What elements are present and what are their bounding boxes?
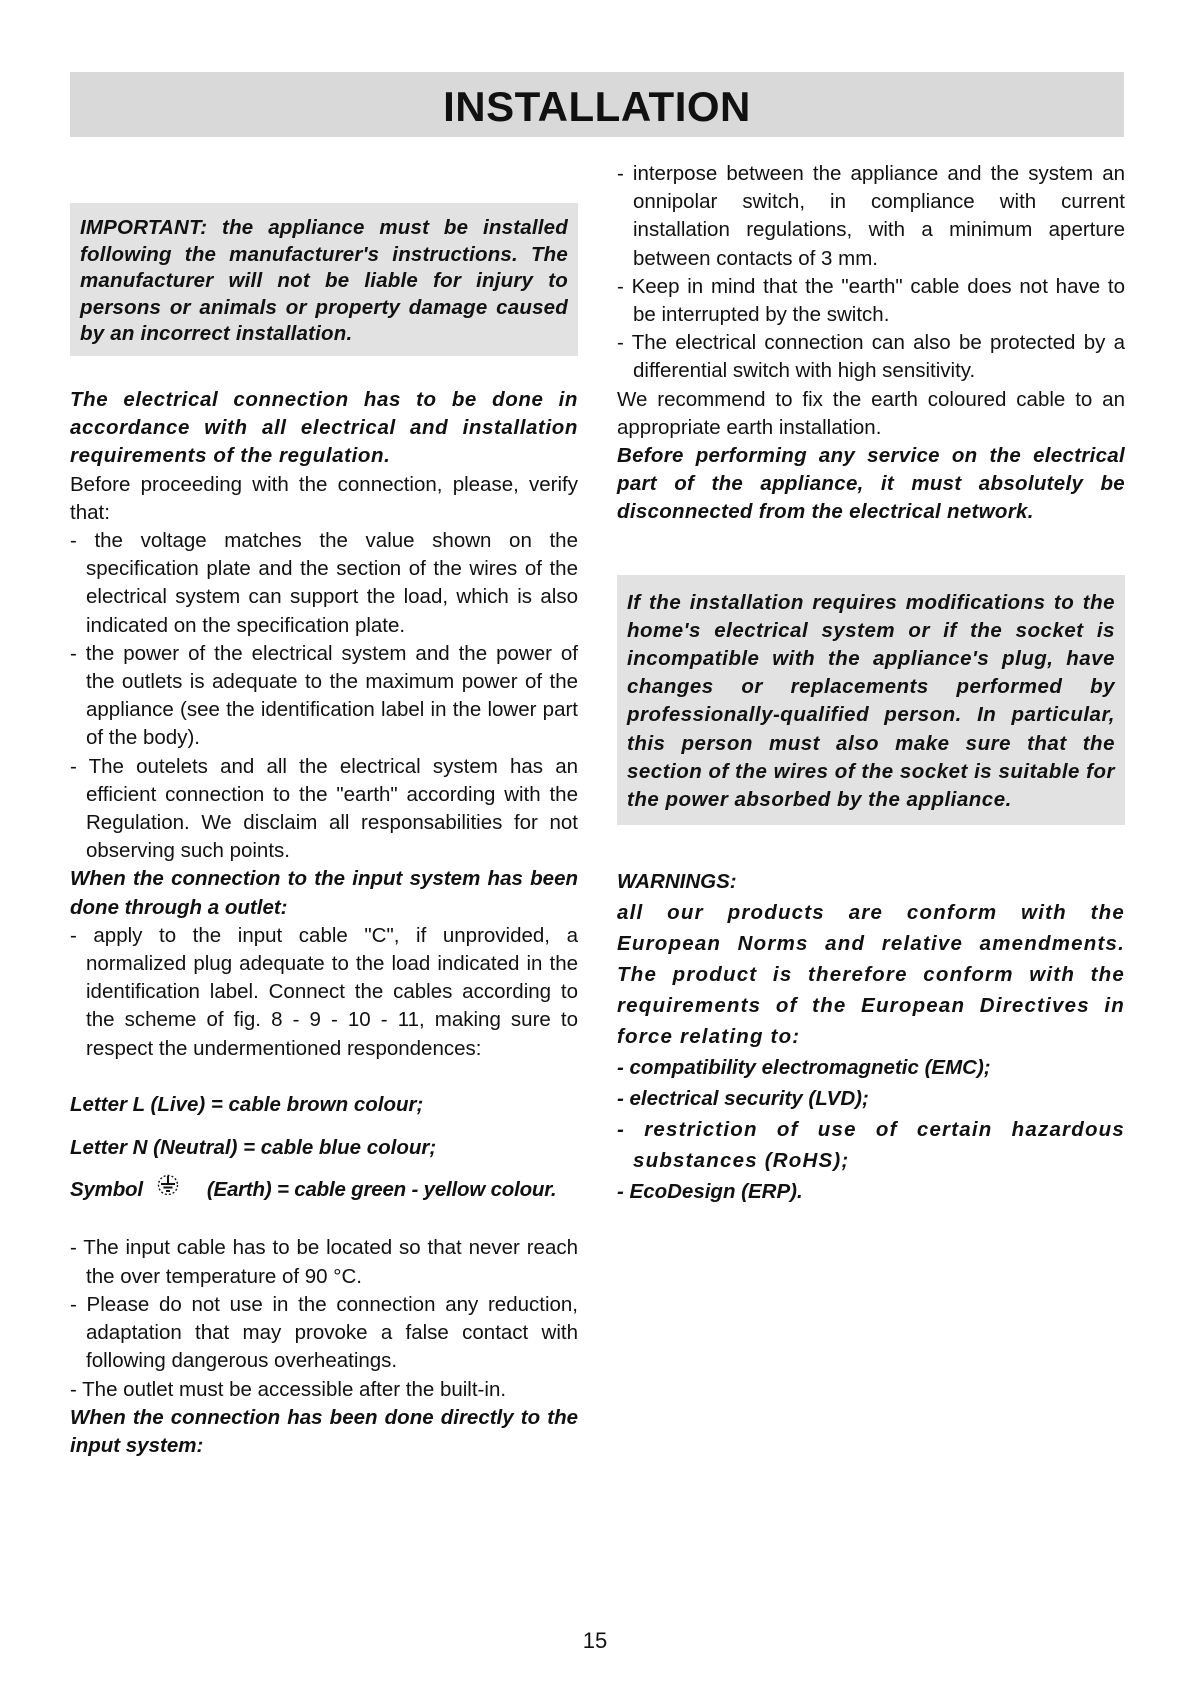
left-column — [70, 203, 578, 1460]
modifications-notice: If the installation requires modifications to the home's electrical system or if the socket is incompatible with the appliance's plug, have changes or replacements performed by professionally-qualified person. In particular, this person must also make sure that the section of the wires of the socket is suitable for the power absorbed by the appliance. — [627, 590, 1115, 812]
outlet-heading: When the connection to the input system has been done through a outlet: — [70, 867, 578, 919]
important-notice: IMPORTANT: the appliance must be installed following the manufacturer's instructions. The manufacturer will not be liable for injury to persons or animals or property damage caused by an incorrect installation. — [80, 216, 568, 345]
check-item: - The outelets and all the electrical system has an efficient connection to the "earth" according with the Regulation. We disclaim all responsabilities for not observing such points. — [70, 754, 578, 863]
earth-ground-icon — [157, 1174, 179, 1198]
connection-heading: The electrical connection has to be done in accordance with all electrical and installation requirements of the regulation. — [70, 388, 578, 468]
directive-item: - electrical security (LVD); — [617, 1086, 869, 1110]
important-box — [70, 203, 578, 356]
check-item: - the power of the electrical system and the power of the outlets is adequate to the maximum power of the appliance (see the identification label in the lower part of the body). — [70, 641, 578, 750]
page-header — [70, 72, 1124, 137]
letter-n-line: Letter N (Neutral) = cable blue colour; — [70, 1136, 437, 1160]
warnings-intro: all our products are conform with the European Norms and relative amendments. The product is therefore conform with the requirements of the European Directives in force relating to: — [617, 900, 1125, 1048]
check-item: - the voltage matches the value shown on the specification plate and the section of the wires of the electrical system can support the load, which is also indicated on the specification plate. — [70, 529, 578, 637]
cable-item: - Please do not use in the connection any reduction, adaptation that may provoke a false contact with following dangerous overheatings. — [70, 1292, 578, 1373]
outlet-item: - apply to the input cable "C", if unprovided, a normalized plug adequate to the load indicated in the identification label. Connect the cables according to the scheme of fig. 8 - 9 - 10 - 11, making sure to respect the undermentioned respondences: — [70, 923, 578, 1060]
warnings-title: WARNINGS: — [617, 869, 737, 893]
verify-intro: Before proceeding with the connection, please, verify that: — [70, 472, 578, 524]
direct-item: - The electrical connection can also be protected by a differential switch with high sensitivity. — [617, 331, 1125, 383]
direct-heading: When the connection has been done directly to the input system: — [70, 1405, 578, 1457]
cable-item: - The outlet must be accessible after the built-in. — [70, 1377, 507, 1401]
earth-symbol-line — [70, 1174, 578, 1204]
cable-item: - The input cable has to be located so that never reach the over temperature of 90 °C. — [70, 1236, 578, 1288]
service-warning: Before performing any service on the electrical part of the appliance, it must absolutely be disconnected from the electrical network. — [617, 444, 1125, 524]
letter-l-line: Letter L (Live) = cable brown colour; — [70, 1092, 424, 1116]
right-column — [617, 160, 1125, 1207]
page-title: INSTALLATION — [443, 83, 751, 130]
page-number: 15 — [582, 1628, 608, 1653]
modifications-box — [617, 575, 1125, 825]
directive-item: - compatibility electromagnetic (EMC); — [617, 1055, 991, 1079]
directive-item: - restriction of use of certain hazardous substances (RoHS); — [617, 1117, 1125, 1172]
direct-item: - Keep in mind that the "earth" cable does not have to be interrupted by the switch. — [617, 274, 1125, 327]
symbol-text: (Earth) = cable green - yellow colour. — [206, 1178, 557, 1202]
symbol-label: Symbol — [70, 1178, 143, 1202]
directive-item: - EcoDesign (ERP). — [617, 1179, 803, 1203]
direct-item: - interpose between the appliance and the system an onnipolar switch, in compliance with current installation regulations, with a minimum aperture between contacts of 3 mm. — [617, 162, 1125, 270]
recommend-text: We recommend to fix the earth coloured cable to an appropriate earth installation. — [617, 387, 1125, 439]
